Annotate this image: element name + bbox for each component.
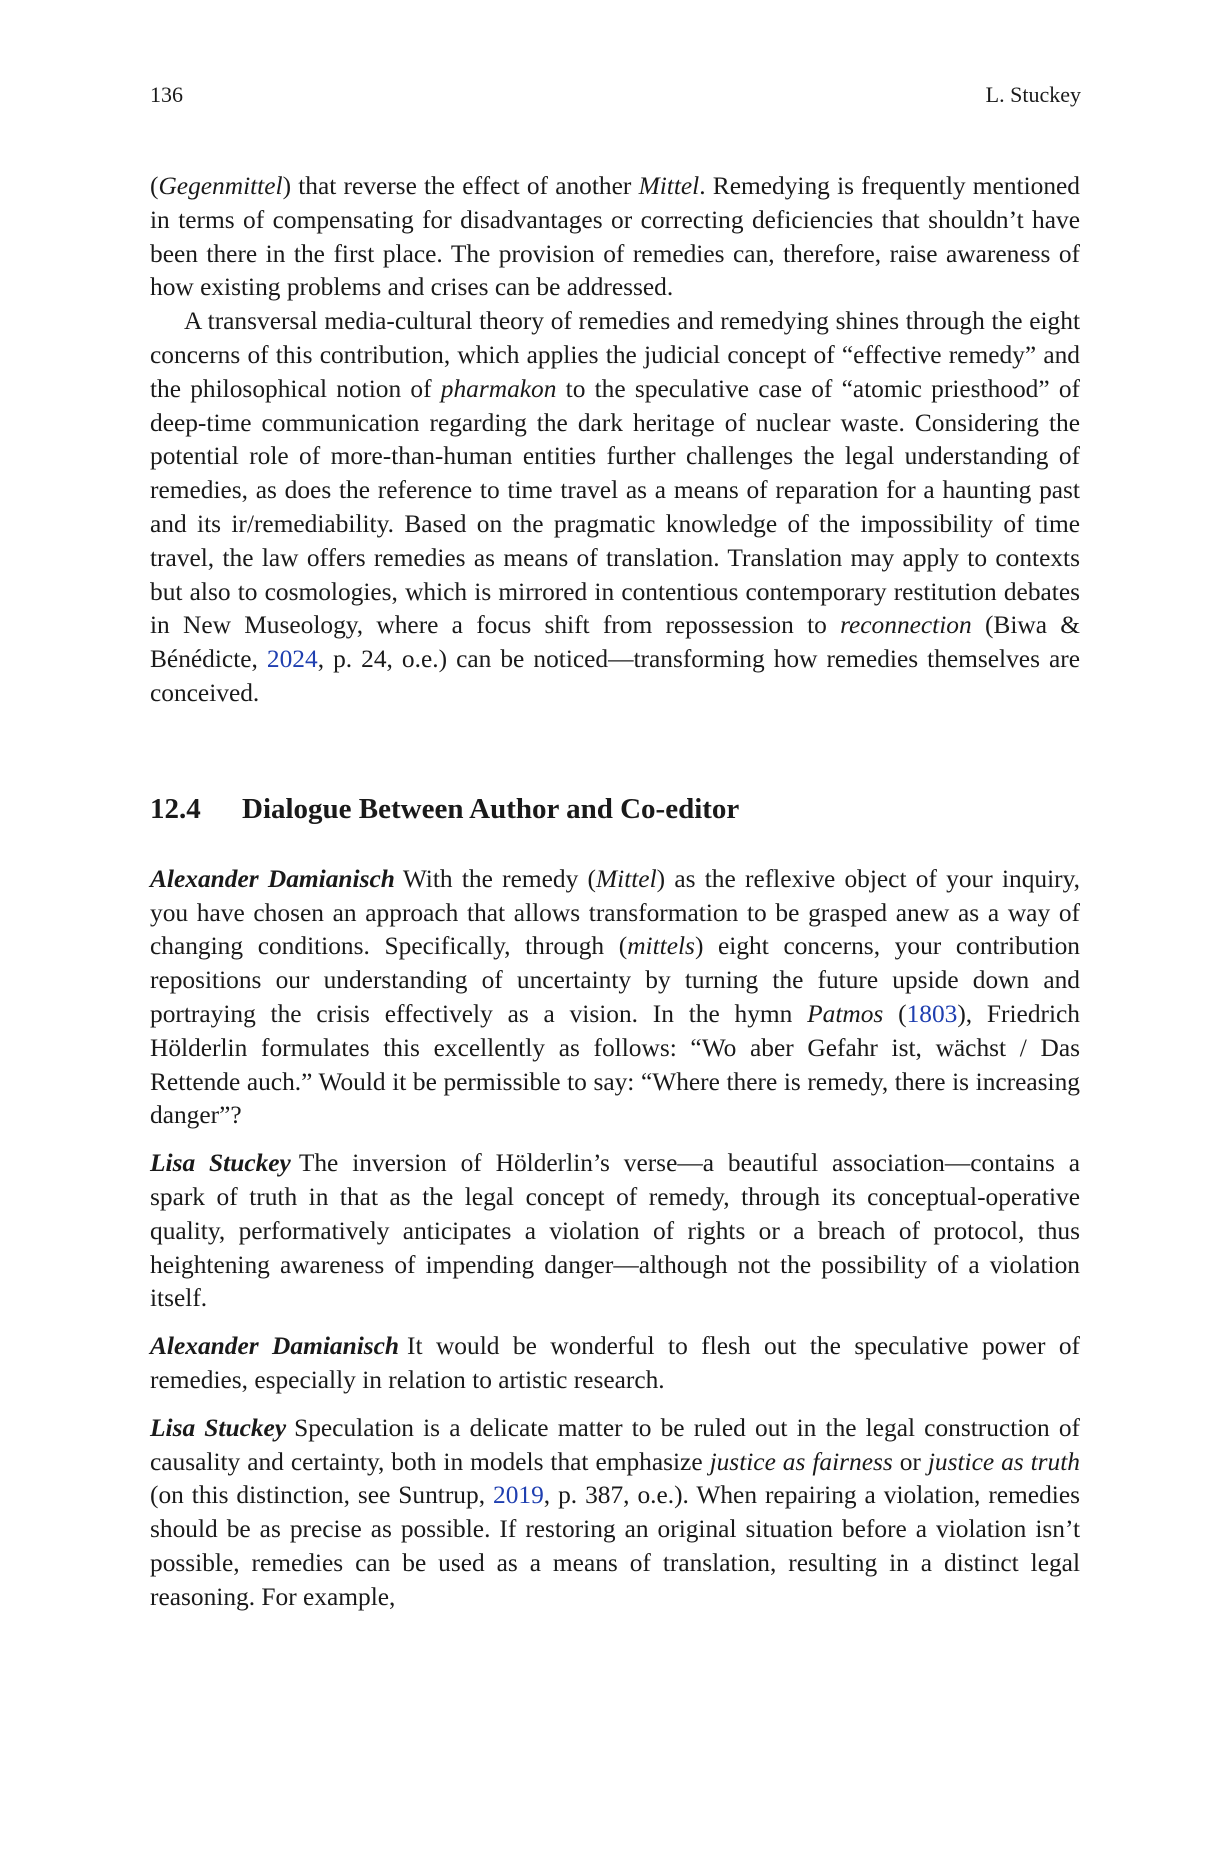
dialogue-turn: Lisa Stuckey The inversion of Hölderlin’s verse—a beautiful association—contains a spark of truth in that as the legal concept of remedy, through its conceptual-operative quality, performatively anticipates a violation of rights or a breach of protocol, thus heightening awareness of impending danger—although not the possibility of a violation itself.	[150, 1149, 1080, 1313]
paragraph-remedies-theory: A transversal media-cultural theory of remedies and remedying shines through the eight concerns of this contribution, which applies the judicial concept of “effective remedy” and the philosophical notion of pharmakon to the speculative case of “atomic priesthood” of deep-time communication regarding the dark heritage of nuclear waste. Considering the potential role of more-than-human entities further challenges the legal understanding of remedies, as does the reference to time travel as a means of reparation for a haunting past and its ir/remediability. Based on the pragmatic knowledge of the impossibility of time travel, the law offers remedies as means of translation. Translation may apply to contexts but also to cosmologies, which is mirrored in contentious contemporary restitution debates in New Museology, where a focus shift from repossession to reconnection (Biwa & Bénédicte, 2024, p. 24, o.e.) can be noticed—transforming how remedies themselves are conceived.	[150, 307, 1080, 707]
speaker-name: Alexander Damianisch	[150, 864, 395, 893]
section-heading	[150, 789, 1080, 829]
dialogue-turn: Alexander Damianisch With the remedy (Mittel) as the reflexive object of your inquiry, you have chosen an approach that allows transformation to be grasped anew as a way of changing conditions. Specifically, through (mittels) eight concerns, your contribution repositions our understanding of uncertainty by turning the future upside down and portraying the crisis effectively as a vision. In the hymn Patmos (1803), Friedrich Hölderlin formulates this excellently as follows: “Wo aber Gefahr ist, wächst / Das Rettende auch.” Would it be permissible to say: “Where there is remedy, there is increasing danger”?	[150, 864, 1080, 1130]
citation-link-2024[interactable]: 2024	[266, 645, 318, 674]
page-number: 136	[150, 82, 183, 107]
speaker-name: Lisa Stuckey	[150, 1149, 291, 1178]
paragraph-continued: (Gegenmittel) that reverse the effect of another Mittel. Remedying is frequently mentioned in terms of compensating for disadvantages or correcting deficiencies that shouldn’t have been there in the first place. The provision of remedies can, therefore, raise awareness of how existing problems and crises can be addressed.	[150, 172, 1080, 302]
running-head: L. Stuckey	[985, 82, 1081, 107]
page-header	[150, 80, 1081, 110]
citation-link-1803[interactable]: 1803	[906, 999, 958, 1028]
speaker-name: Alexander Damianisch	[150, 1332, 400, 1361]
section-title: Dialogue Between Author and Co-editor	[242, 792, 740, 825]
speaker-name: Lisa Stuckey	[150, 1413, 287, 1442]
section-number: 12.4	[150, 792, 201, 825]
dialogue-turn: Lisa Stuckey Speculation is a delicate matter to be ruled out in the legal construction of causality and certainty, both in models that emphasize justice as fairness or justice as truth (on this distinction, see Suntrup, 2019, p. 387, o.e.). When repairing a violation, remedies should be as precise as possible. If restoring an original situation before a violation isn’t possible, remedies can be used as a means of translation, resulting in a distinct legal reasoning. For example,	[150, 1413, 1080, 1611]
dialogue	[150, 863, 1080, 1615]
dialogue-turn: Alexander Damianisch It would be wonderful to flesh out the speculative power of remedies, especially in relation to artistic research.	[150, 1332, 1080, 1394]
page-body	[150, 170, 1080, 1628]
citation-link-2019[interactable]: 2019	[493, 1481, 544, 1510]
